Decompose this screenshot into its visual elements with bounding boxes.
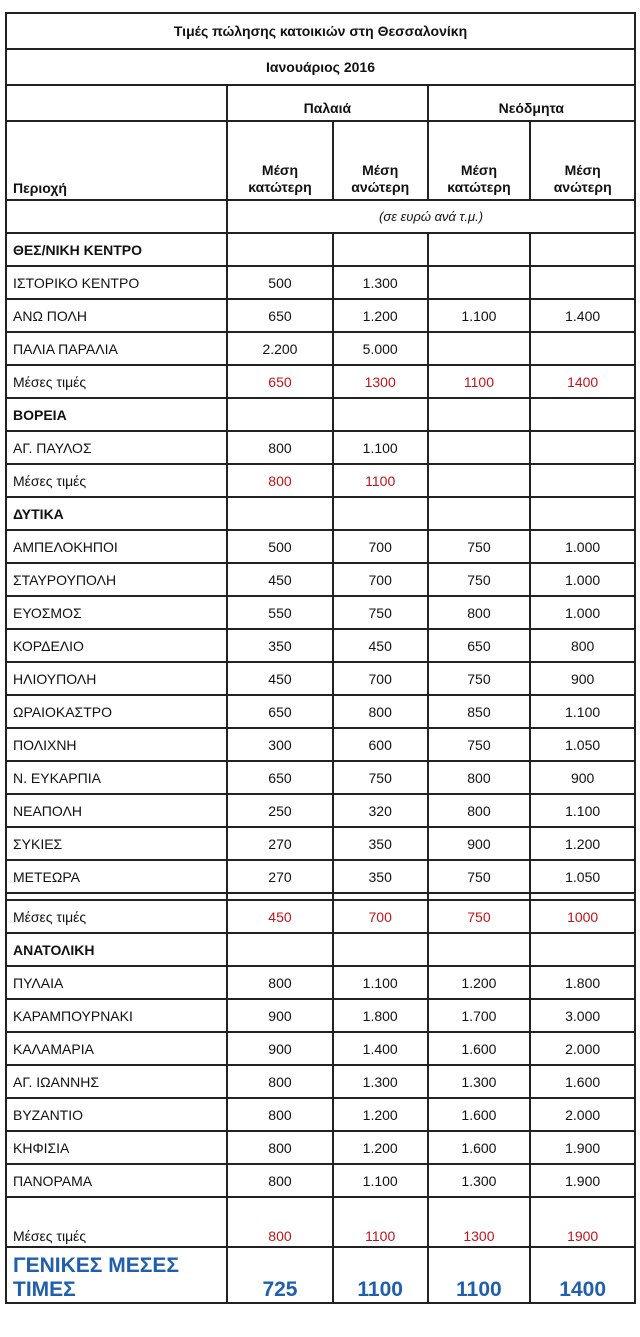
value-cell: 270 <box>227 860 333 893</box>
value-cell: 1100 <box>428 365 531 398</box>
value-cell: 1900 <box>530 1197 635 1247</box>
row-label: ΚΑΡΑΜΠΟΥΡΝΑΚΙ <box>6 999 227 1032</box>
section-row <box>6 933 635 966</box>
value-cell <box>428 464 531 497</box>
value-cell <box>227 233 333 266</box>
table-row <box>6 332 635 365</box>
value-cell: 650 <box>227 365 333 398</box>
value-cell: 1.300 <box>428 1164 531 1197</box>
section-row <box>6 233 635 266</box>
value-cell: 800 <box>428 596 531 629</box>
value-cell <box>530 933 635 966</box>
value-cell <box>428 431 531 464</box>
spacer-cell <box>428 893 531 900</box>
value-cell: 1.100 <box>333 431 428 464</box>
row-label: ΚΗΦΙΣΙΑ <box>6 1131 227 1164</box>
value-cell: 750 <box>333 761 428 794</box>
value-cell: 2.000 <box>530 1098 635 1131</box>
value-cell: 1.100 <box>428 299 531 332</box>
value-cell: 700 <box>333 530 428 563</box>
table-row <box>6 1131 635 1164</box>
value-cell: 500 <box>227 530 333 563</box>
value-cell <box>530 398 635 431</box>
value-cell: 650 <box>227 299 333 332</box>
value-cell: 800 <box>333 695 428 728</box>
value-cell: 350 <box>333 860 428 893</box>
value-cell <box>428 233 531 266</box>
row-label: Μέσες τιμές <box>6 1197 227 1247</box>
value-cell <box>428 332 531 365</box>
row-label: ΔΥΤΙΚΑ <box>6 497 227 530</box>
value-cell: 750 <box>428 900 531 933</box>
value-cell: 650 <box>227 761 333 794</box>
value-cell <box>333 233 428 266</box>
value-cell: 1.700 <box>428 999 531 1032</box>
table-row <box>6 966 635 999</box>
value-cell <box>428 398 531 431</box>
table-title: Τιμές πώλησης κατοικιών στη Θεσσαλονίκη <box>6 13 635 49</box>
value-cell: 1.300 <box>333 266 428 299</box>
value-cell: 450 <box>227 900 333 933</box>
value-cell: 2.200 <box>227 332 333 365</box>
value-cell: 1.200 <box>333 1098 428 1131</box>
average-row <box>6 900 635 933</box>
value-cell: 350 <box>333 827 428 860</box>
value-cell: 700 <box>333 563 428 596</box>
value-cell <box>227 497 333 530</box>
section-row <box>6 497 635 530</box>
value-cell: 1100 <box>428 1247 531 1303</box>
value-cell: 1300 <box>428 1197 531 1247</box>
value-cell: 1.400 <box>530 299 635 332</box>
value-cell <box>530 233 635 266</box>
table-row <box>6 1098 635 1131</box>
column-header: Μέση ανώτερη <box>333 121 428 200</box>
value-cell: 900 <box>227 999 333 1032</box>
value-cell: 850 <box>428 695 531 728</box>
table-row <box>6 1032 635 1065</box>
value-cell <box>530 266 635 299</box>
region-header: Περιοχή <box>6 121 227 200</box>
row-label: ΑΜΠΕΛΟΚΗΠΟΙ <box>6 530 227 563</box>
row-label: ΚΟΡΔΕΛΙΟ <box>6 629 227 662</box>
section-row <box>6 398 635 431</box>
value-cell: 750 <box>428 662 531 695</box>
value-cell <box>333 933 428 966</box>
value-cell: 900 <box>428 827 531 860</box>
value-cell: 1.600 <box>428 1131 531 1164</box>
value-cell: 270 <box>227 827 333 860</box>
row-label: Ν. ΕΥΚΑΡΠΙΑ <box>6 761 227 794</box>
value-cell: 650 <box>428 629 531 662</box>
value-cell: 1400 <box>530 1247 635 1303</box>
value-cell <box>530 464 635 497</box>
value-cell: 750 <box>428 860 531 893</box>
value-cell: 1.200 <box>530 827 635 860</box>
table-row <box>6 794 635 827</box>
group-old: Παλαιά <box>227 85 427 121</box>
value-cell <box>428 933 531 966</box>
value-cell <box>428 266 531 299</box>
empty-cell <box>6 85 227 121</box>
value-cell: 1100 <box>333 1197 428 1247</box>
value-cell: 1.600 <box>530 1065 635 1098</box>
value-cell: 1.400 <box>333 1032 428 1065</box>
value-cell <box>227 398 333 431</box>
value-cell: 800 <box>530 629 635 662</box>
table-row <box>6 827 635 860</box>
value-cell: 450 <box>227 563 333 596</box>
value-cell: 320 <box>333 794 428 827</box>
price-table <box>5 12 636 1304</box>
value-cell: 725 <box>227 1247 333 1303</box>
column-header: Μέση κατώτερη <box>227 121 333 200</box>
table-row <box>6 999 635 1032</box>
row-label: ΝΕΑΠΟΛΗ <box>6 794 227 827</box>
row-label: ΗΛΙΟΥΠΟΛΗ <box>6 662 227 695</box>
column-header: Μέση ανώτερη <box>530 121 635 200</box>
value-cell: 1.100 <box>333 1164 428 1197</box>
column-header: Μέση κατώτερη <box>428 121 531 200</box>
value-cell: 450 <box>227 662 333 695</box>
table-row <box>6 629 635 662</box>
value-cell <box>333 497 428 530</box>
value-cell: 800 <box>227 464 333 497</box>
table-period: Ιανουάριος 2016 <box>6 49 635 85</box>
value-cell: 1.800 <box>333 999 428 1032</box>
row-label: ΠΟΛΙΧΝΗ <box>6 728 227 761</box>
spacer-cell <box>530 893 635 900</box>
value-cell: 1.000 <box>530 530 635 563</box>
value-cell <box>333 398 428 431</box>
row-label: ΒΥΖΑΝΤΙΟ <box>6 1098 227 1131</box>
table-row <box>6 728 635 761</box>
value-cell: 1.800 <box>530 966 635 999</box>
row-label: ΑΝΩ ΠΟΛΗ <box>6 299 227 332</box>
value-cell: 5.000 <box>333 332 428 365</box>
table-row <box>6 761 635 794</box>
value-cell: 1.600 <box>428 1098 531 1131</box>
value-cell <box>530 497 635 530</box>
table-row <box>6 1164 635 1197</box>
value-cell: 250 <box>227 794 333 827</box>
row-label: ΣΥΚΙΕΣ <box>6 827 227 860</box>
row-label: ΜΕΤΕΩΡΑ <box>6 860 227 893</box>
row-label: ΠΥΛΑΙΑ <box>6 966 227 999</box>
unit-label: (σε ευρώ ανά τ.μ.) <box>227 200 635 233</box>
value-cell: 450 <box>333 629 428 662</box>
row-label: ΒΟΡΕΙΑ <box>6 398 227 431</box>
value-cell: 800 <box>227 1065 333 1098</box>
value-cell <box>530 431 635 464</box>
table-row <box>6 662 635 695</box>
table-row <box>6 530 635 563</box>
value-cell: 1100 <box>333 464 428 497</box>
value-cell: 1.000 <box>530 563 635 596</box>
row-label: Μέσες τιμές <box>6 365 227 398</box>
spacer <box>6 893 635 900</box>
value-cell <box>428 497 531 530</box>
spacer-cell <box>333 893 428 900</box>
value-cell: 3.000 <box>530 999 635 1032</box>
total-row <box>6 1247 635 1303</box>
average-row <box>6 464 635 497</box>
value-cell: 1400 <box>530 365 635 398</box>
value-cell: 700 <box>333 662 428 695</box>
value-cell <box>530 332 635 365</box>
row-label: ΓΕΝΙΚΕΣ ΜΕΣΕΣ ΤΙΜΕΣ <box>6 1247 227 1303</box>
row-label: ΚΑΛΑΜΑΡΙΑ <box>6 1032 227 1065</box>
value-cell: 900 <box>530 761 635 794</box>
value-cell: 1.900 <box>530 1131 635 1164</box>
row-label: ΑΝΑΤΟΛΙΚΗ <box>6 933 227 966</box>
table-row <box>6 1065 635 1098</box>
row-label: ΩΡΑΙΟΚΑΣΤΡΟ <box>6 695 227 728</box>
value-cell: 1.200 <box>333 299 428 332</box>
value-cell: 2.000 <box>530 1032 635 1065</box>
value-cell: 900 <box>227 1032 333 1065</box>
value-cell: 800 <box>227 1131 333 1164</box>
row-label: ΠΑΛΙΑ ΠΑΡΑΛΙΑ <box>6 332 227 365</box>
value-cell: 600 <box>333 728 428 761</box>
value-cell: 750 <box>428 563 531 596</box>
row-label: ΘΕΣ/ΝΙΚΗ ΚΕΝΤΡΟ <box>6 233 227 266</box>
table-row <box>6 431 635 464</box>
value-cell: 350 <box>227 629 333 662</box>
row-label: ΕΥΟΣΜΟΣ <box>6 596 227 629</box>
average-row <box>6 1197 635 1247</box>
value-cell: 800 <box>227 1197 333 1247</box>
value-cell: 300 <box>227 728 333 761</box>
value-cell: 1000 <box>530 900 635 933</box>
value-cell: 1.100 <box>530 794 635 827</box>
value-cell: 800 <box>227 966 333 999</box>
value-cell: 650 <box>227 695 333 728</box>
value-cell <box>227 933 333 966</box>
value-cell: 1.050 <box>530 860 635 893</box>
value-cell: 700 <box>333 900 428 933</box>
table-row <box>6 596 635 629</box>
value-cell: 900 <box>530 662 635 695</box>
value-cell: 1.100 <box>530 695 635 728</box>
table-row <box>6 860 635 893</box>
row-label: ΑΓ. ΙΩΑΝΝΗΣ <box>6 1065 227 1098</box>
row-label: ΙΣΤΟΡΙΚΟ ΚΕΝΤΡΟ <box>6 266 227 299</box>
row-label: Μέσες τιμές <box>6 464 227 497</box>
row-label: Μέσες τιμές <box>6 900 227 933</box>
value-cell: 500 <box>227 266 333 299</box>
value-cell: 800 <box>428 761 531 794</box>
value-cell: 800 <box>227 1098 333 1131</box>
value-cell: 800 <box>227 431 333 464</box>
row-label: ΣΤΑΥΡΟΥΠΟΛΗ <box>6 563 227 596</box>
spacer-cell <box>6 893 227 900</box>
value-cell: 800 <box>428 794 531 827</box>
spacer-cell <box>227 893 333 900</box>
group-new: Νεόδμητα <box>428 85 635 121</box>
average-row <box>6 365 635 398</box>
value-cell: 1.300 <box>333 1065 428 1098</box>
row-label: ΑΓ. ΠΑΥΛΟΣ <box>6 431 227 464</box>
value-cell: 750 <box>428 728 531 761</box>
table-row <box>6 266 635 299</box>
value-cell: 1300 <box>333 365 428 398</box>
table-row <box>6 563 635 596</box>
value-cell: 1100 <box>333 1247 428 1303</box>
value-cell: 750 <box>428 530 531 563</box>
value-cell: 1.200 <box>428 966 531 999</box>
table-row <box>6 695 635 728</box>
value-cell: 1.900 <box>530 1164 635 1197</box>
value-cell: 750 <box>333 596 428 629</box>
value-cell: 1.300 <box>428 1065 531 1098</box>
value-cell: 1.000 <box>530 596 635 629</box>
value-cell: 1.600 <box>428 1032 531 1065</box>
table-row <box>6 299 635 332</box>
empty-cell <box>6 200 227 233</box>
value-cell: 1.050 <box>530 728 635 761</box>
value-cell: 1.100 <box>333 966 428 999</box>
value-cell: 1.200 <box>333 1131 428 1164</box>
row-label: ΠΑΝΟΡΑΜΑ <box>6 1164 227 1197</box>
value-cell: 800 <box>227 1164 333 1197</box>
value-cell: 550 <box>227 596 333 629</box>
